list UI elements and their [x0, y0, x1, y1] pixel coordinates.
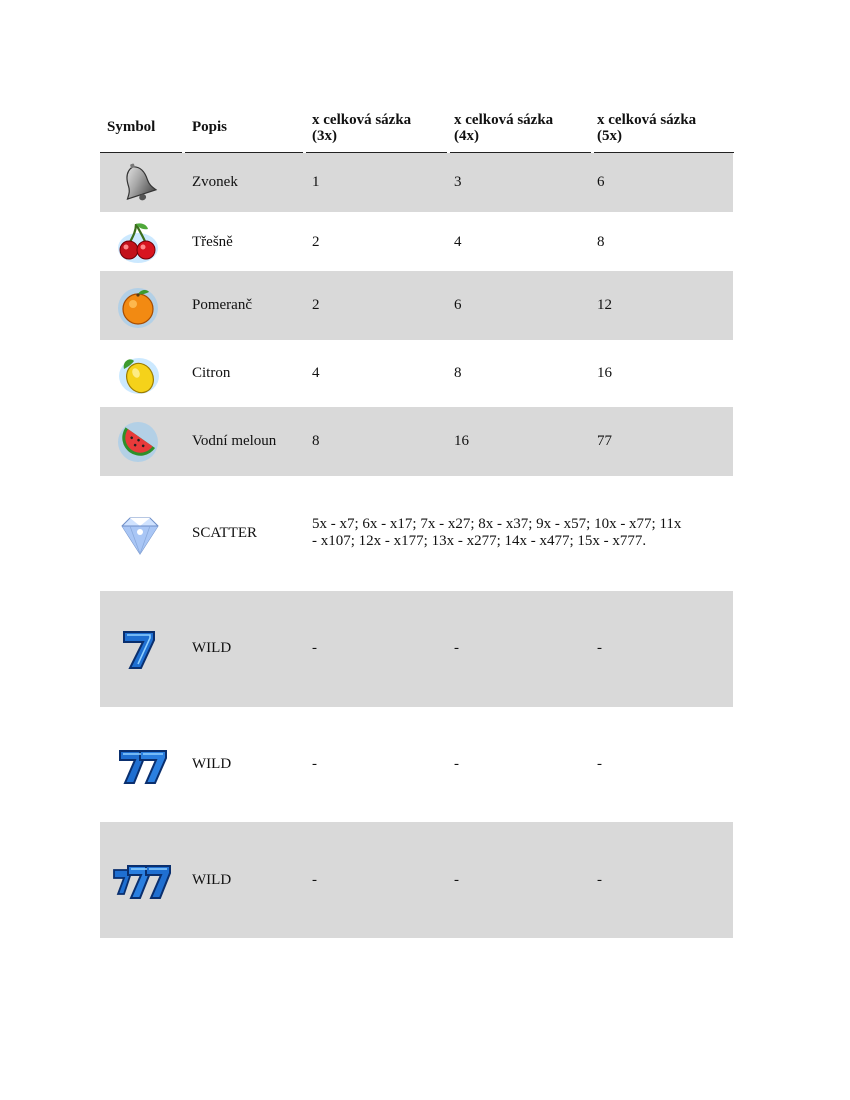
payout-3x: - — [312, 756, 317, 772]
table-row — [100, 822, 733, 938]
double-seven-icon — [116, 743, 170, 791]
payout-4x: - — [454, 756, 459, 772]
payout-5x: 77 — [597, 433, 612, 449]
payout-3x: - — [312, 872, 317, 888]
payout-3x: 1 — [312, 174, 320, 190]
table-row — [100, 153, 733, 212]
scatter-payout-text: 5x - x7; 6x - x17; 7x - x27; 8x - x37; 9x - x57; 10x - x77; 11x - x107; 12x - x177; 13x - x277; 14x - x477; 15x - x777. — [312, 516, 682, 549]
payout-5x: - — [597, 756, 602, 772]
table-row — [100, 212, 733, 271]
symbol-description: SCATTER — [192, 525, 258, 541]
payout-5x: 6 — [597, 174, 605, 190]
payout-5x: 8 — [597, 234, 605, 250]
symbol-description: Třešně — [192, 234, 233, 250]
table-row — [100, 271, 733, 340]
header-payout-4x: x celková sázka (4x) — [454, 112, 554, 144]
payout-4x: - — [454, 872, 459, 888]
payout-5x: 12 — [597, 297, 612, 313]
payout-4x: 16 — [454, 433, 469, 449]
payout-3x: 2 — [312, 234, 320, 250]
table-row — [100, 591, 733, 707]
header-payout-5x: x celková sázka (5x) — [597, 112, 697, 144]
table-row — [100, 476, 733, 591]
single-seven-icon — [114, 626, 162, 674]
symbol-description: Vodní meloun — [192, 433, 277, 449]
payout-4x: 6 — [454, 297, 462, 313]
lemon-icon — [114, 349, 162, 397]
triple-seven-icon — [112, 858, 172, 906]
payout-5x: 16 — [597, 365, 612, 381]
bell-icon — [114, 159, 162, 207]
symbol-description: WILD — [192, 756, 232, 772]
paytable — [100, 104, 733, 938]
header-payout-3x: x celková sázka (3x) — [312, 112, 412, 144]
payout-3x: - — [312, 640, 317, 656]
header-description: Popis — [192, 119, 228, 135]
symbol-description: Pomeranč — [192, 297, 252, 313]
watermelon-icon — [114, 417, 162, 465]
table-row — [100, 707, 733, 822]
payout-3x: 2 — [312, 297, 320, 313]
payout-5x: - — [597, 640, 602, 656]
payout-4x: 8 — [454, 365, 462, 381]
table-header — [100, 104, 733, 153]
diamond-icon — [112, 512, 168, 560]
symbol-description: Zvonek — [192, 174, 238, 190]
table-row — [100, 340, 733, 407]
payout-4x: 3 — [454, 174, 462, 190]
payout-5x: - — [597, 872, 602, 888]
orange-icon — [114, 282, 162, 330]
payout-3x: 8 — [312, 433, 320, 449]
symbol-description: WILD — [192, 872, 232, 888]
symbol-description: Citron — [192, 365, 231, 381]
cherry-icon — [114, 218, 162, 266]
table-row — [100, 407, 733, 476]
payout-4x: - — [454, 640, 459, 656]
symbol-description: WILD — [192, 640, 232, 656]
payout-4x: 4 — [454, 234, 462, 250]
payout-3x: 4 — [312, 365, 320, 381]
header-symbol: Symbol — [107, 119, 156, 135]
